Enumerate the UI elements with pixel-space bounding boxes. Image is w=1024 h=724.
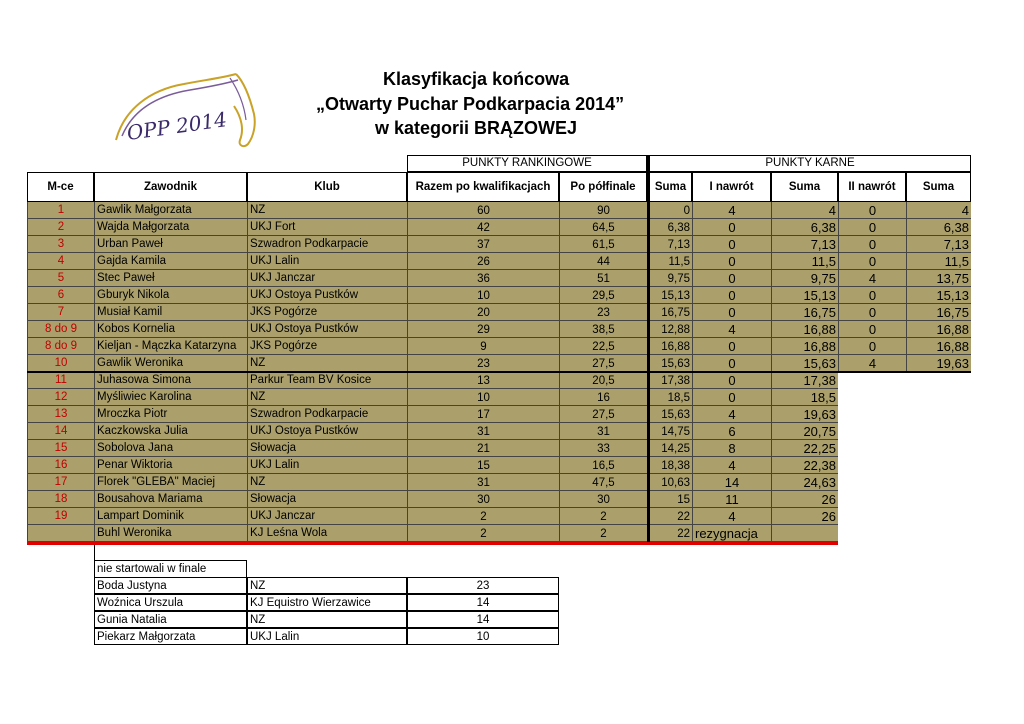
column-header-sum-2: Suma bbox=[771, 172, 838, 202]
cell-sum-1: 14,25 bbox=[647, 440, 692, 457]
cell-after-semifinal: 2 bbox=[559, 525, 647, 542]
logo-text: OPP 2014 bbox=[125, 107, 229, 145]
cell-first-round: 0 bbox=[692, 219, 771, 236]
cell-club: NZ bbox=[247, 474, 407, 491]
cell-rider: Kaczkowska Julia bbox=[94, 423, 247, 440]
cell-first-round: 4 bbox=[692, 406, 771, 423]
cell-after-semifinal: 61,5 bbox=[559, 236, 647, 253]
cell-club: KJ Leśna Wola bbox=[247, 525, 407, 542]
cell-club: NZ bbox=[247, 389, 407, 406]
cell-place: 5 bbox=[27, 270, 94, 287]
cell-rider: Mroczka Piotr bbox=[94, 406, 247, 423]
not-started-cell-club: NZ bbox=[247, 611, 407, 628]
cell-second-round: 0 bbox=[838, 287, 906, 304]
column-header-place: M-ce bbox=[27, 172, 94, 202]
cell-qualification-total: 60 bbox=[407, 202, 559, 219]
not-started-label: nie startowali w finale bbox=[94, 560, 247, 577]
cell-club: Słowacja bbox=[247, 440, 407, 457]
column-header-after-semifinal: Po półfinale bbox=[559, 172, 647, 202]
cell-sum-2: 4 bbox=[771, 202, 838, 219]
cell-qualification-total: 10 bbox=[407, 389, 559, 406]
cell-after-semifinal: 64,5 bbox=[559, 219, 647, 236]
cell-rider: Stec Paweł bbox=[94, 270, 247, 287]
cell-sum-2: 15,63 bbox=[771, 355, 838, 372]
cell-first-round: 4 bbox=[692, 508, 771, 525]
cell-rider: Gajda Kamila bbox=[94, 253, 247, 270]
cell-first-round: 4 bbox=[692, 457, 771, 474]
not-started-cell-rider: Gunia Natalia bbox=[94, 611, 247, 628]
cell-sum-3: 7,13 bbox=[906, 236, 971, 253]
cell-sum-2: 18,5 bbox=[771, 389, 838, 406]
cell-sum-3: 4 bbox=[906, 202, 971, 219]
cell-qualification-total: 13 bbox=[407, 372, 559, 389]
cell-sum-1: 17,38 bbox=[647, 372, 692, 389]
cell-sum-2: 11,5 bbox=[771, 253, 838, 270]
cell-after-semifinal: 2 bbox=[559, 508, 647, 525]
cell-first-round: 0 bbox=[692, 236, 771, 253]
cell-place: 6 bbox=[27, 287, 94, 304]
cell-after-semifinal: 90 bbox=[559, 202, 647, 219]
cell-qualification-total: 15 bbox=[407, 457, 559, 474]
column-header-rider: Zawodnik bbox=[94, 172, 247, 202]
cell-second-round: 0 bbox=[838, 202, 906, 219]
cell-first-round: 0 bbox=[692, 253, 771, 270]
cell-club: NZ bbox=[247, 202, 407, 219]
cell-second-round: 4 bbox=[838, 355, 906, 372]
not-started-cell-qualification-total: 14 bbox=[407, 611, 559, 628]
not-started-cell-qualification-total: 10 bbox=[407, 628, 559, 645]
column-header-first-round: I nawrót bbox=[692, 172, 771, 202]
cell-club: Szwadron Podkarpacie bbox=[247, 406, 407, 423]
cell-sum-1: 18,38 bbox=[647, 457, 692, 474]
cell-club: UKJ Lalin bbox=[247, 253, 407, 270]
cell-qualification-total: 30 bbox=[407, 491, 559, 508]
cell-club: NZ bbox=[247, 355, 407, 372]
cell-sum-1: 9,75 bbox=[647, 270, 692, 287]
cell-sum-2: 9,75 bbox=[771, 270, 838, 287]
cell-sum-2: 19,63 bbox=[771, 406, 838, 423]
cell-first-round: 4 bbox=[692, 202, 771, 219]
title-line-2: „Otwarty Puchar Podkarpacia 2014” bbox=[316, 94, 625, 114]
cell-sum-3: 16,75 bbox=[906, 304, 971, 321]
cell-rider: Urban Paweł bbox=[94, 236, 247, 253]
cell-sum-1: 16,88 bbox=[647, 338, 692, 355]
cell-after-semifinal: 44 bbox=[559, 253, 647, 270]
cell-place: 18 bbox=[27, 491, 94, 508]
cell-second-round: 0 bbox=[838, 253, 906, 270]
cell-club: UKJ Ostoya Pustków bbox=[247, 423, 407, 440]
cell-place: 2 bbox=[27, 219, 94, 236]
horse-head-logo-icon bbox=[104, 70, 264, 152]
cell-sum-1: 15 bbox=[647, 491, 692, 508]
cell-sum-1: 16,75 bbox=[647, 304, 692, 321]
cell-first-round: 0 bbox=[692, 355, 771, 372]
cell-after-semifinal: 16,5 bbox=[559, 457, 647, 474]
cell-rider: Gburyk Nikola bbox=[94, 287, 247, 304]
not-started-cell-qualification-total: 23 bbox=[407, 577, 559, 594]
cell-first-round: 0 bbox=[692, 304, 771, 321]
cell-rider: Juhasowa Simona bbox=[94, 372, 247, 389]
cell-club: JKS Pogórze bbox=[247, 304, 407, 321]
cell-rider: Wajda Małgorzata bbox=[94, 219, 247, 236]
cell-qualification-total: 36 bbox=[407, 270, 559, 287]
cell-sum-1: 15,13 bbox=[647, 287, 692, 304]
cell-after-semifinal: 47,5 bbox=[559, 474, 647, 491]
cell-sum-2: 16,75 bbox=[771, 304, 838, 321]
cell-sum-2: 22,38 bbox=[771, 457, 838, 474]
not-started-cell-qualification-total: 14 bbox=[407, 594, 559, 611]
cell-sum-3: 15,13 bbox=[906, 287, 971, 304]
cell-qualification-total: 20 bbox=[407, 304, 559, 321]
cell-place: 17 bbox=[27, 474, 94, 491]
cell-sum-2: 7,13 bbox=[771, 236, 838, 253]
group-header-ranking: PUNKTY RANKINGOWE bbox=[407, 155, 647, 172]
cell-place: 14 bbox=[27, 423, 94, 440]
cell-after-semifinal: 27,5 bbox=[559, 355, 647, 372]
not-started-cell-rider: Piekarz Małgorzata bbox=[94, 628, 247, 645]
group-header-penalty: PUNKTY KARNE bbox=[647, 155, 971, 172]
cell-rider: Gawlik Weronika bbox=[94, 355, 247, 372]
cell-after-semifinal: 29,5 bbox=[559, 287, 647, 304]
cell-sum-3: 6,38 bbox=[906, 219, 971, 236]
cell-place: 13 bbox=[27, 406, 94, 423]
cell-sum-1: 11,5 bbox=[647, 253, 692, 270]
table-end-separator bbox=[27, 542, 838, 545]
cell-sum-3: 19,63 bbox=[906, 355, 971, 372]
cell-sum-1: 18,5 bbox=[647, 389, 692, 406]
column-header-sum-1: Suma bbox=[647, 172, 692, 202]
cell-sum-1: 22 bbox=[647, 508, 692, 525]
cell-sum-2: 26 bbox=[771, 491, 838, 508]
cell-second-round: 4 bbox=[838, 270, 906, 287]
cell-rider: Bousahova Mariama bbox=[94, 491, 247, 508]
cell-after-semifinal: 16 bbox=[559, 389, 647, 406]
cell-after-semifinal: 22,5 bbox=[559, 338, 647, 355]
cell-rider: Gawlik Małgorzata bbox=[94, 202, 247, 219]
cell-qualification-total: 10 bbox=[407, 287, 559, 304]
cell-club: UKJ Lalin bbox=[247, 457, 407, 474]
cell-club: UKJ Janczar bbox=[247, 508, 407, 525]
column-header-sum-3: Suma bbox=[906, 172, 971, 202]
cell-sum-2: 22,25 bbox=[771, 440, 838, 457]
row-divider bbox=[27, 371, 971, 373]
cell-club: UKJ Fort bbox=[247, 219, 407, 236]
cell-first-round: 0 bbox=[692, 270, 771, 287]
cell-qualification-total: 9 bbox=[407, 338, 559, 355]
cell-club: Parkur Team BV Kosice bbox=[247, 372, 407, 389]
not-started-cell-rider: Boda Justyna bbox=[94, 577, 247, 594]
cell-place: 19 bbox=[27, 508, 94, 525]
cell-first-round: 14 bbox=[692, 474, 771, 491]
cell-place: 16 bbox=[27, 457, 94, 474]
not-started-cell-rider: Woźnica Urszula bbox=[94, 594, 247, 611]
cell-rider: Kieljan - Mączka Katarzyna bbox=[94, 338, 247, 355]
cell-after-semifinal: 27,5 bbox=[559, 406, 647, 423]
cell-place: 7 bbox=[27, 304, 94, 321]
cell-qualification-total: 31 bbox=[407, 474, 559, 491]
cell-first-round: rezygnacja bbox=[692, 525, 771, 542]
cell-sum-2: 15,13 bbox=[771, 287, 838, 304]
cell-rider: Buhl Weronika bbox=[94, 525, 247, 542]
cell-rider: Kobos Kornelia bbox=[94, 321, 247, 338]
column-header-second-round: II nawrót bbox=[838, 172, 906, 202]
cell-sum-2: 6,38 bbox=[771, 219, 838, 236]
cell-place: 4 bbox=[27, 253, 94, 270]
cell-second-round: 0 bbox=[838, 304, 906, 321]
cell-club: UKJ Janczar bbox=[247, 270, 407, 287]
cell-first-round: 6 bbox=[692, 423, 771, 440]
column-header-qualification-total: Razem po kwalifikacjach bbox=[407, 172, 559, 202]
cell-qualification-total: 42 bbox=[407, 219, 559, 236]
cell-sum-1: 6,38 bbox=[647, 219, 692, 236]
cell-after-semifinal: 38,5 bbox=[559, 321, 647, 338]
cell-qualification-total: 29 bbox=[407, 321, 559, 338]
cell-first-round: 0 bbox=[692, 389, 771, 406]
cell-sum-1: 15,63 bbox=[647, 355, 692, 372]
cell-qualification-total: 26 bbox=[407, 253, 559, 270]
cell-second-round: 0 bbox=[838, 321, 906, 338]
cell-sum-1: 7,13 bbox=[647, 236, 692, 253]
cell-first-round: 8 bbox=[692, 440, 771, 457]
cell-second-round: 0 bbox=[838, 236, 906, 253]
column-header-club: Klub bbox=[247, 172, 407, 202]
cell-sum-2: 26 bbox=[771, 508, 838, 525]
cell-rider: Sobolova Jana bbox=[94, 440, 247, 457]
cell-sum-2: 16,88 bbox=[771, 321, 838, 338]
not-started-cell-club: NZ bbox=[247, 577, 407, 594]
cell-sum-3: 16,88 bbox=[906, 321, 971, 338]
cell-sum-1: 12,88 bbox=[647, 321, 692, 338]
cell-sum-3: 13,75 bbox=[906, 270, 971, 287]
cell-sum-2: 24,63 bbox=[771, 474, 838, 491]
cell-after-semifinal: 33 bbox=[559, 440, 647, 457]
cell-rider: Florek "GLEBA" Maciej bbox=[94, 474, 247, 491]
cell-sum-1: 15,63 bbox=[647, 406, 692, 423]
cell-qualification-total: 23 bbox=[407, 355, 559, 372]
cell-first-round: 0 bbox=[692, 372, 771, 389]
cell-sum-1: 0 bbox=[647, 202, 692, 219]
cell-place: 8 do 9 bbox=[27, 321, 94, 338]
cell-sum-2: 16,88 bbox=[771, 338, 838, 355]
title-line-1: Klasyfikacja końcowa bbox=[383, 69, 570, 89]
cell-after-semifinal: 31 bbox=[559, 423, 647, 440]
cell-qualification-total: 37 bbox=[407, 236, 559, 253]
cell-second-round: 0 bbox=[838, 338, 906, 355]
cell-sum-1: 14,75 bbox=[647, 423, 692, 440]
cell-sum-1: 10,63 bbox=[647, 474, 692, 491]
cell-qualification-total: 17 bbox=[407, 406, 559, 423]
cell-after-semifinal: 20,5 bbox=[559, 372, 647, 389]
cell-after-semifinal: 30 bbox=[559, 491, 647, 508]
cell-qualification-total: 2 bbox=[407, 525, 559, 542]
cell-place: 12 bbox=[27, 389, 94, 406]
cell-sum-2: 20,75 bbox=[771, 423, 838, 440]
cell-club: Słowacja bbox=[247, 491, 407, 508]
title-line-3: w kategorii BRĄZOWEJ bbox=[375, 118, 578, 138]
cell-qualification-total: 31 bbox=[407, 423, 559, 440]
cell-place bbox=[27, 525, 94, 542]
cell-place: 15 bbox=[27, 440, 94, 457]
not-started-cell-club: KJ Equistro Wierzawice bbox=[247, 594, 407, 611]
cell-after-semifinal: 23 bbox=[559, 304, 647, 321]
vertical-divider bbox=[94, 545, 95, 560]
cell-club: JKS Pogórze bbox=[247, 338, 407, 355]
cell-first-round: 11 bbox=[692, 491, 771, 508]
cell-club: Szwadron Podkarpacie bbox=[247, 236, 407, 253]
cell-rider: Lampart Dominik bbox=[94, 508, 247, 525]
cell-sum-3: 16,88 bbox=[906, 338, 971, 355]
cell-rider: Musiał Kamil bbox=[94, 304, 247, 321]
cell-rider: Penar Wiktoria bbox=[94, 457, 247, 474]
cell-sum-2: 17,38 bbox=[771, 372, 838, 389]
not-started-cell-club: UKJ Lalin bbox=[247, 628, 407, 645]
cell-place: 10 bbox=[27, 355, 94, 372]
cell-sum-1: 22 bbox=[647, 525, 692, 542]
cell-first-round: 0 bbox=[692, 338, 771, 355]
cell-first-round: 0 bbox=[692, 287, 771, 304]
cell-sum-3: 11,5 bbox=[906, 253, 971, 270]
cell-place: 8 do 9 bbox=[27, 338, 94, 355]
cell-sum-2 bbox=[771, 525, 838, 542]
cell-qualification-total: 2 bbox=[407, 508, 559, 525]
cell-second-round: 0 bbox=[838, 219, 906, 236]
cell-qualification-total: 21 bbox=[407, 440, 559, 457]
cell-place: 11 bbox=[27, 372, 94, 389]
cell-place: 1 bbox=[27, 202, 94, 219]
cell-club: UKJ Ostoya Pustków bbox=[247, 321, 407, 338]
cell-rider: Myśliwiec Karolina bbox=[94, 389, 247, 406]
cell-place: 3 bbox=[27, 236, 94, 253]
cell-after-semifinal: 51 bbox=[559, 270, 647, 287]
cell-first-round: 4 bbox=[692, 321, 771, 338]
cell-club: UKJ Ostoya Pustków bbox=[247, 287, 407, 304]
